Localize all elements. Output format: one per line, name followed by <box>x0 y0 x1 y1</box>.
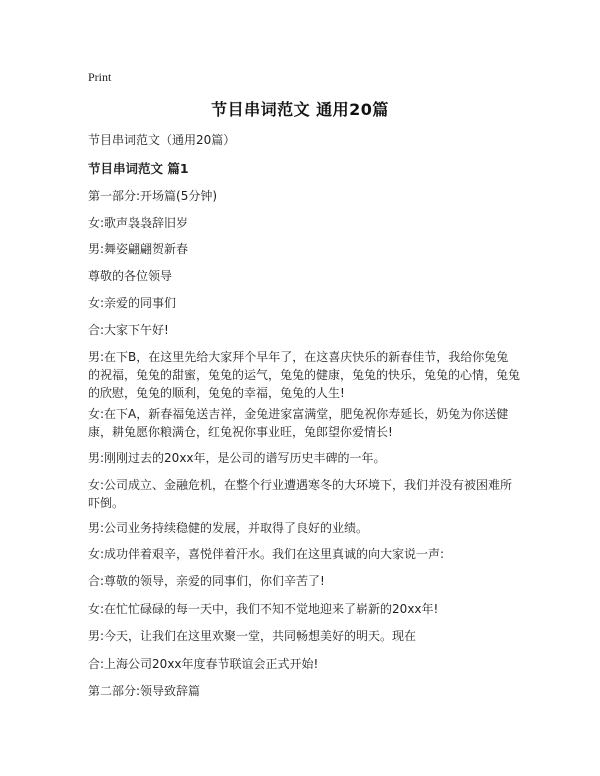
page-title: 节目串词范文 通用20篇 <box>211 100 389 119</box>
paragraph: 女:在下A，新春福兔送吉祥，金兔进家富满堂，肥兔祝你寿延长，奶兔为你送健康，耕兔愿你粮满仓，红兔祝你事业旺，兔郎望你爱情长! <box>88 407 509 439</box>
paragraph: 女:亲爱的同事们 <box>88 296 177 310</box>
paragraph: 女:公司成立、金融危机，在整个行业遭遇寒冬的大环境下，我们并没有被困难所吓倒。 <box>88 478 513 510</box>
paragraph: 第一部分:开场篇(5分钟) <box>88 189 218 203</box>
paragraph: 合:上海公司20xx年度春节联谊会正式开始! <box>88 657 319 671</box>
subtitle: 节目串词范文（通用20篇） <box>88 133 236 147</box>
print-label[interactable]: Print <box>88 70 112 84</box>
paragraph: 男:舞姿翩翩贺新春 <box>88 242 189 256</box>
paragraph: 女:成功伴着艰辛，喜悦伴着汗水。我们在这里真诚的向大家说一声: <box>88 547 445 561</box>
paragraph: 合:尊敬的领导，亲爱的同事们，你们辛苦了! <box>88 574 325 588</box>
paragraph: 女:歌声袅袅辞旧岁 <box>88 216 189 230</box>
paragraph: 尊敬的各位领导 <box>88 269 173 283</box>
section-heading: 第二部分:领导致辞篇 <box>88 684 201 698</box>
section-heading: 节目串词范文 篇1 <box>88 161 189 176</box>
paragraph: 男:公司业务持续稳健的发展，并取得了良好的业绩。 <box>88 521 369 535</box>
paragraph: 女:在忙忙碌碌的每一天中，我们不知不觉地迎来了崭新的20xx年! <box>88 602 439 616</box>
paragraph: 男:刚刚过去的20xx年，是公司的谱写历史丰碑的一年。 <box>88 451 386 465</box>
paragraph: 合:大家下午好! <box>88 323 169 337</box>
paragraph: 男:今天，让我们在这里欢聚一堂，共同畅想美好的明天。现在 <box>88 629 417 643</box>
paragraph: 男:在下B，在这里先给大家拜个早年了，在这喜庆快乐的新春佳节，我给你兔兔的祝福，兔兔的甜蜜，兔兔的运气，兔兔的健康，兔兔的快乐，兔兔的心情，兔兔的欣慰，兔兔的顺利，兔兔的幸福，兔兔的人生! <box>88 350 521 400</box>
